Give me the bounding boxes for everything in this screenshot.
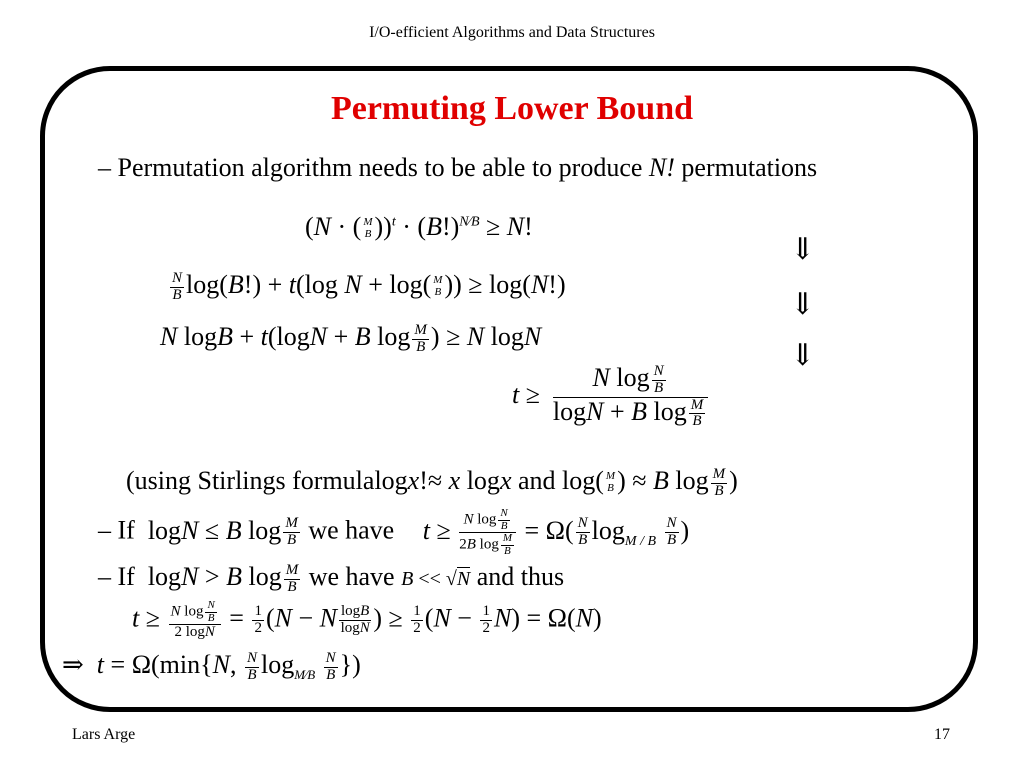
equation-3: N logB + t(logN + B log $\frac{M}{B}$ ) ≥ N logN <box>160 321 542 355</box>
equation-case-2: t ≥ N log $\frac{N}{B}$ 2 logN = $\frac{1}{2}$ (N − N $\frac{\log B}{\log N}$ ) ≥ $\frac{1}{2}$ (N − $\frac{1}{2}$ N) = Ω(N) <box>132 599 602 641</box>
page-number: 17 <box>934 726 950 743</box>
case-2: – If logN > B log $\frac{M}{B}$ we have B << √N and thus <box>98 561 565 595</box>
down-arrow-icon: ⇓ <box>790 339 816 372</box>
slide-title: Permuting Lower Bound <box>330 90 694 127</box>
header-title: I/O-efficient Algorithms and Data Structures <box>369 24 655 41</box>
implies-icon: ⇒ <box>62 650 84 679</box>
down-arrow-icon: ⇓ <box>790 288 816 321</box>
footer-author: Lars Arge <box>72 726 136 743</box>
case-1: – If logN ≤ B log $\frac{M}{B}$ we have t ≥ N log $\frac{N}{B}$ 2B log $\frac{M}{B}$ = Ω( $\frac{N}{B}$ $\log_{M / B}$ $\frac{N}{B}$ ) <box>98 507 690 557</box>
equation-4: t ≥ N log $\frac{N}{B}$ logN + B log $\frac{M}{B}$ <box>512 364 710 430</box>
bullet-permutation: – Permutation algorithm needs to be able to produce N! permutations <box>98 153 818 182</box>
down-arrow-icon: ⇓ <box>790 233 816 266</box>
n-factorial: N! <box>648 153 675 182</box>
equation-1: (N · ( M B ))$^t \cdot (B!)^{N⁄B} \ge N$! <box>305 212 533 241</box>
equation-2: $\frac{N}{B}$ log(B!) + t(log N + log( M B )) ≥ log(N!) <box>172 269 566 303</box>
conclusion: ⇒ t = Ω(min{N, $\frac{N}{B}$ $\log_{M⁄B}$ $\frac{N}{B}$ }) <box>62 649 361 683</box>
stirling-note: (using Stirlings formulalogx!≈ x logx and log( M B ) ≈ B log $\frac{M}{B}$ ) <box>126 465 738 499</box>
